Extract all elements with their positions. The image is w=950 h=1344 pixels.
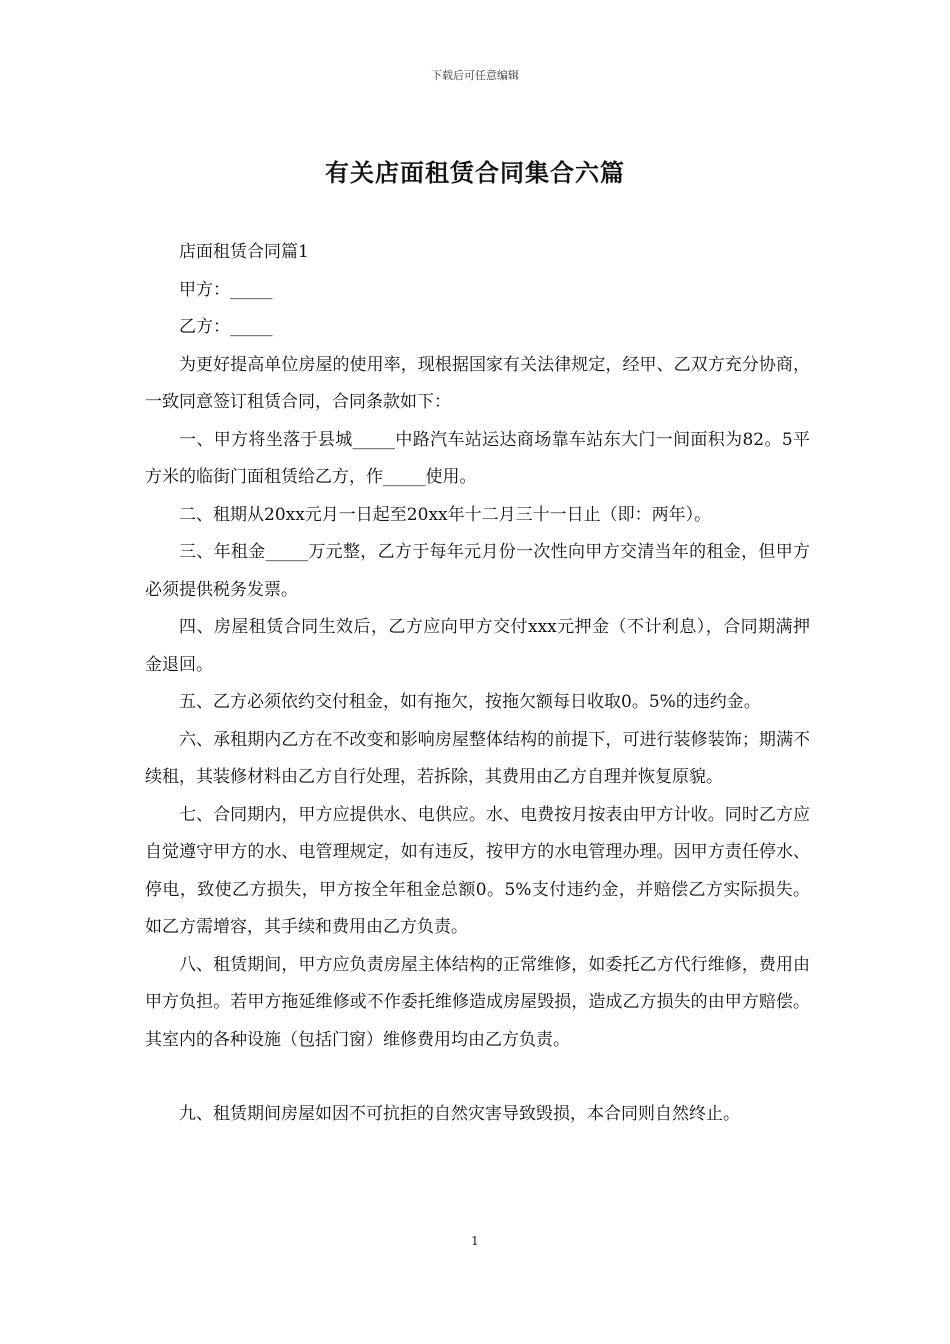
clause-5: 五、乙方必须依约交付租金，如有拖欠，按拖欠额每日收取0。5%的违约金。 <box>179 692 761 712</box>
clause-2: 二、租期从20xx元月一日起至20xx年十二月三十一日止（即：两年）。 <box>179 504 712 525</box>
section-heading: 店面租赁合同篇1 <box>179 242 309 262</box>
preamble-paragraph: 为更好提高单位房屋的使用率，现根据国家有关法律规定，经甲、乙双方充分协商，一致同意签订租赁合同，合同条款如下： <box>145 354 810 412</box>
clause-7: 七、合同期内，甲方应提供水、电供应。水、电费按月按表由甲方计收。同时乙方应自觉遵守甲方的水、电管理规定，如有违反，按甲方的水电管理办理。因甲方责任停水、停电，致使乙方损失，甲方按全年租金总额0。5%支付违约金，并赔偿乙方实际损失。如乙方需增容，其手续和费用由乙方负责。 <box>145 804 810 937</box>
clause-9: 九、租赁期间房屋如因不可抗拒的自然灾害导致毁损，本合同则自然终止。 <box>179 1104 740 1124</box>
party-b-line: 乙方：_____ <box>179 317 273 337</box>
header-note: 下载后可任意编辑 <box>431 69 519 82</box>
clause-8: 八、租赁期间，甲方应负责房屋主体结构的正常维修，如委托乙方代行维修，费用由甲方负担。若甲方拖延维修或不作委托维修造成房屋毁损，造成乙方损失的由甲方赔偿。其室内的各种设施（包括门窗）维修费用均由乙方负责。 <box>145 954 810 1050</box>
clause-3: 三、年租金_____万元整，乙方于每年元月份一次性向甲方交清当年的租金，但甲方必须提供税务发票。 <box>145 542 810 600</box>
clause-6: 六、承租期内乙方在不改变和影响房屋整体结构的前提下，可进行装修装饰；期满不续租，其装修材料由乙方自行处理，若拆除，其费用由乙方自理并恢复原貌。 <box>145 729 810 787</box>
page-number: 1 <box>471 1234 479 1248</box>
document-title: 有关店面租赁合同集合六篇 <box>325 159 625 187</box>
clause-1: 一、甲方将坐落于县城_____中路汽车站运达商场靠车站东大门一间面积为82。5平方米的临街门面租赁给乙方，作_____使用。 <box>145 429 810 487</box>
document-body <box>145 234 810 1134</box>
party-a-line: 甲方：_____ <box>179 279 273 300</box>
clause-4: 四、房屋租赁合同生效后，乙方应向甲方交付xxx元押金（不计利息），合同期满押金退回。 <box>145 617 810 675</box>
